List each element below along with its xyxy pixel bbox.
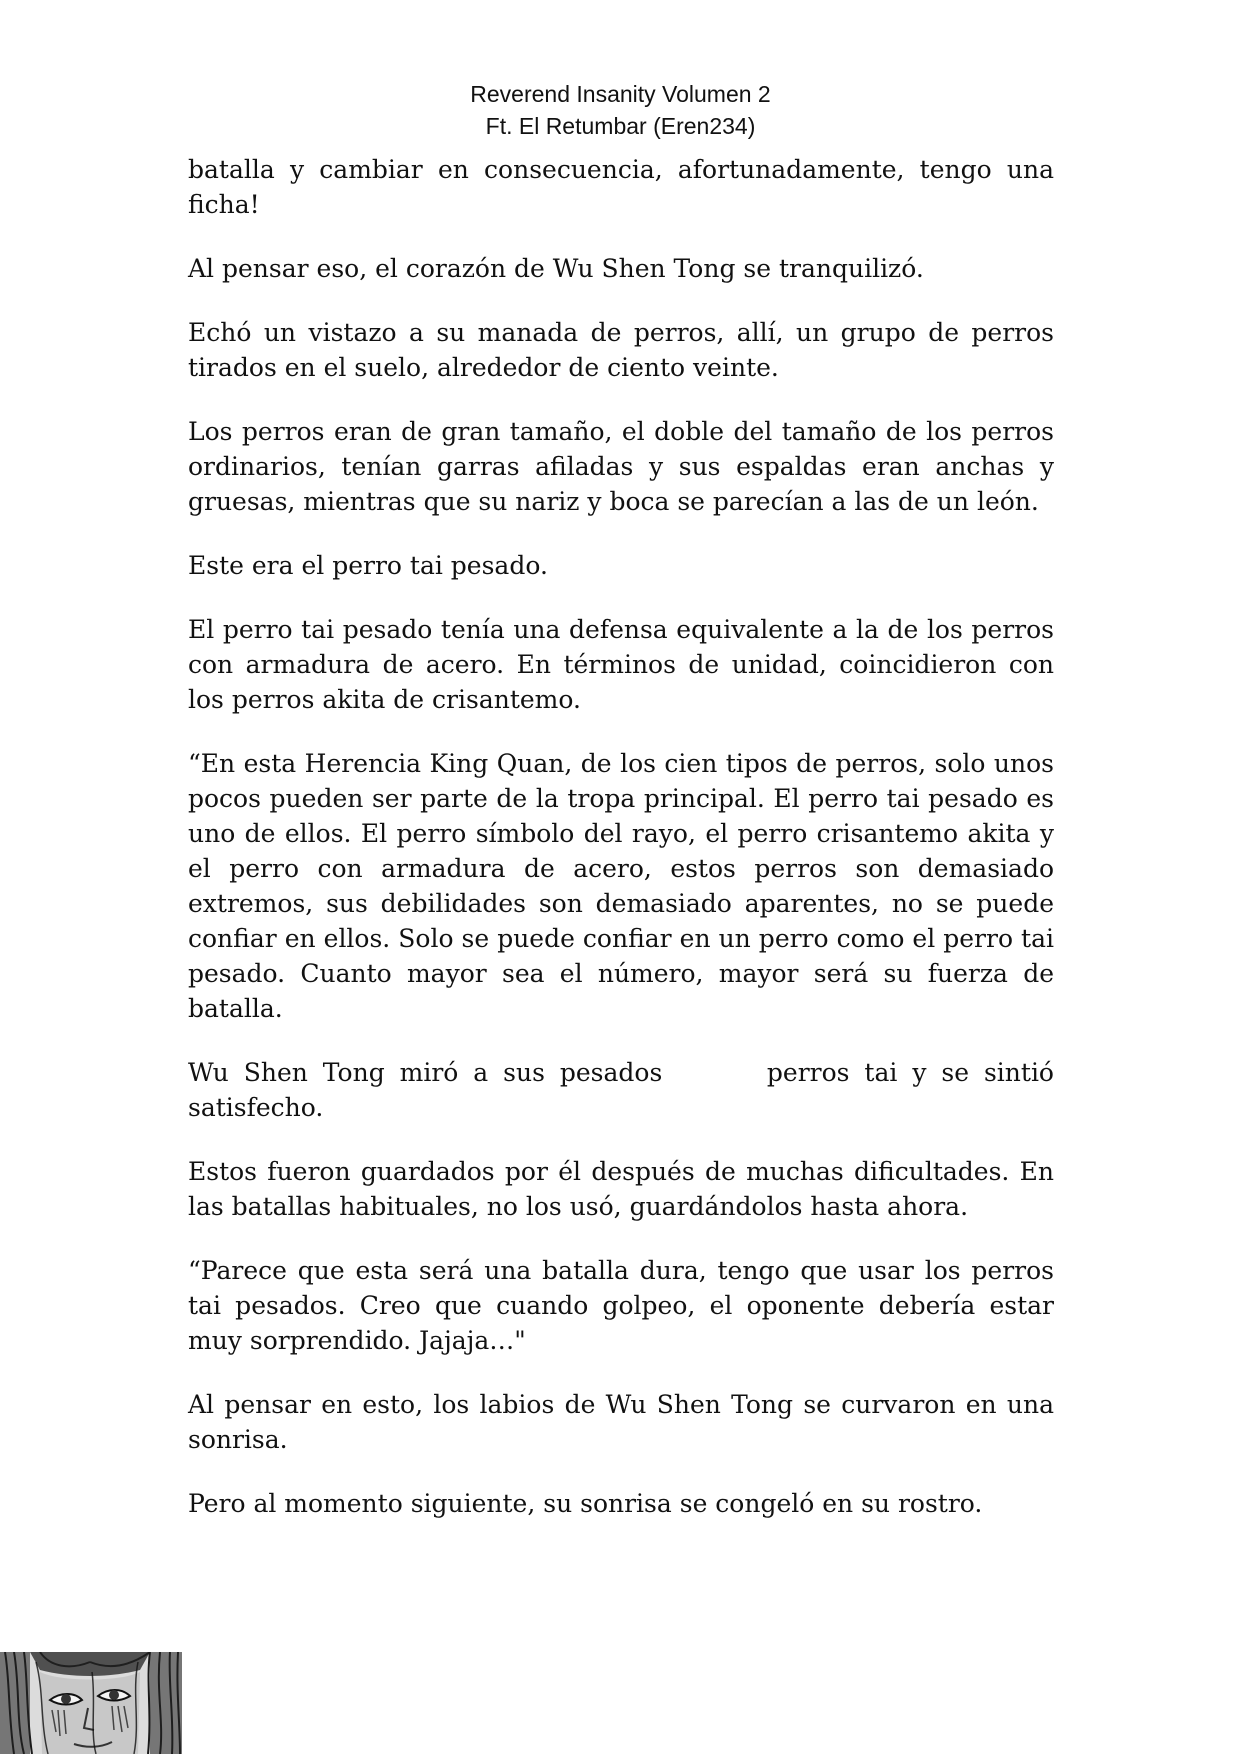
header-title: Reverend Insanity Volumen 2 xyxy=(470,81,771,107)
paragraph: Pero al momento siguiente, su sonrisa se congeló en su rostro. xyxy=(188,1489,983,1518)
paragraph: Estos fueron guardados por él después de muchas dificultades. En las batallas habituales, no los usó, guardándolos hasta ahora. xyxy=(188,1157,1054,1221)
paragraph: Al pensar eso, el corazón de Wu Shen Tong se tranquilizó. xyxy=(188,254,924,283)
paragraph: batalla y cambiar en consecuencia, afortunadamente, tengo una ficha! xyxy=(188,155,1054,219)
corner-portrait-image xyxy=(0,1652,182,1754)
paragraph: Al pensar en esto, los labios de Wu Shen Tong se curvaron en una sonrisa. xyxy=(188,1390,1054,1454)
portrait-illustration xyxy=(0,1652,182,1754)
paragraph: Wu Shen Tong miró a sus pesados perros tai y se sintió satisfecho. xyxy=(188,1058,1062,1122)
paragraph: Este era el perro tai pesado. xyxy=(188,551,548,580)
paragraph: “En esta Herencia King Quan, de los cien tipos de perros, solo unos pocos pueden ser parte de la tropa principal. El perro tai pesado es uno de ellos. El perro símbolo del rayo, el perro crisantemo akita y el perro con armadura de acero, estos perros son demasiado extremos, sus debilidades son demasiado aparentes, no se puede confiar en ellos. Solo se puede confiar en un perro como el perro tai pesado. Cuanto mayor sea el número, mayor será su fuerza de batalla. xyxy=(188,749,1054,1023)
header-subtitle: Ft. El Retumbar (Eren234) xyxy=(485,113,756,139)
paragraph: Los perros eran de gran tamaño, el doble del tamaño de los perros ordinarios, tenían garras afiladas y sus espaldas eran anchas y gruesas, mientras que su nariz y boca se parecían a las de un león. xyxy=(188,417,1054,516)
paragraph: El perro tai pesado tenía una defensa equivalente a la de los perros con armadura de acero. En términos de unidad, coincidieron con los perros akita de crisantemo. xyxy=(188,615,1054,714)
paragraph: “Parece que esta será una batalla dura, tengo que usar los perros tai pesados. Creo que cuando golpeo, el oponente debería estar muy sorprendido. Jajaja…" xyxy=(188,1256,1054,1355)
paragraph: Echó un vistazo a su manada de perros, allí, un grupo de perros tirados en el suelo, alrededor de ciento veinte. xyxy=(188,318,1054,382)
page-header xyxy=(0,78,1241,142)
body-text xyxy=(188,152,1062,1521)
